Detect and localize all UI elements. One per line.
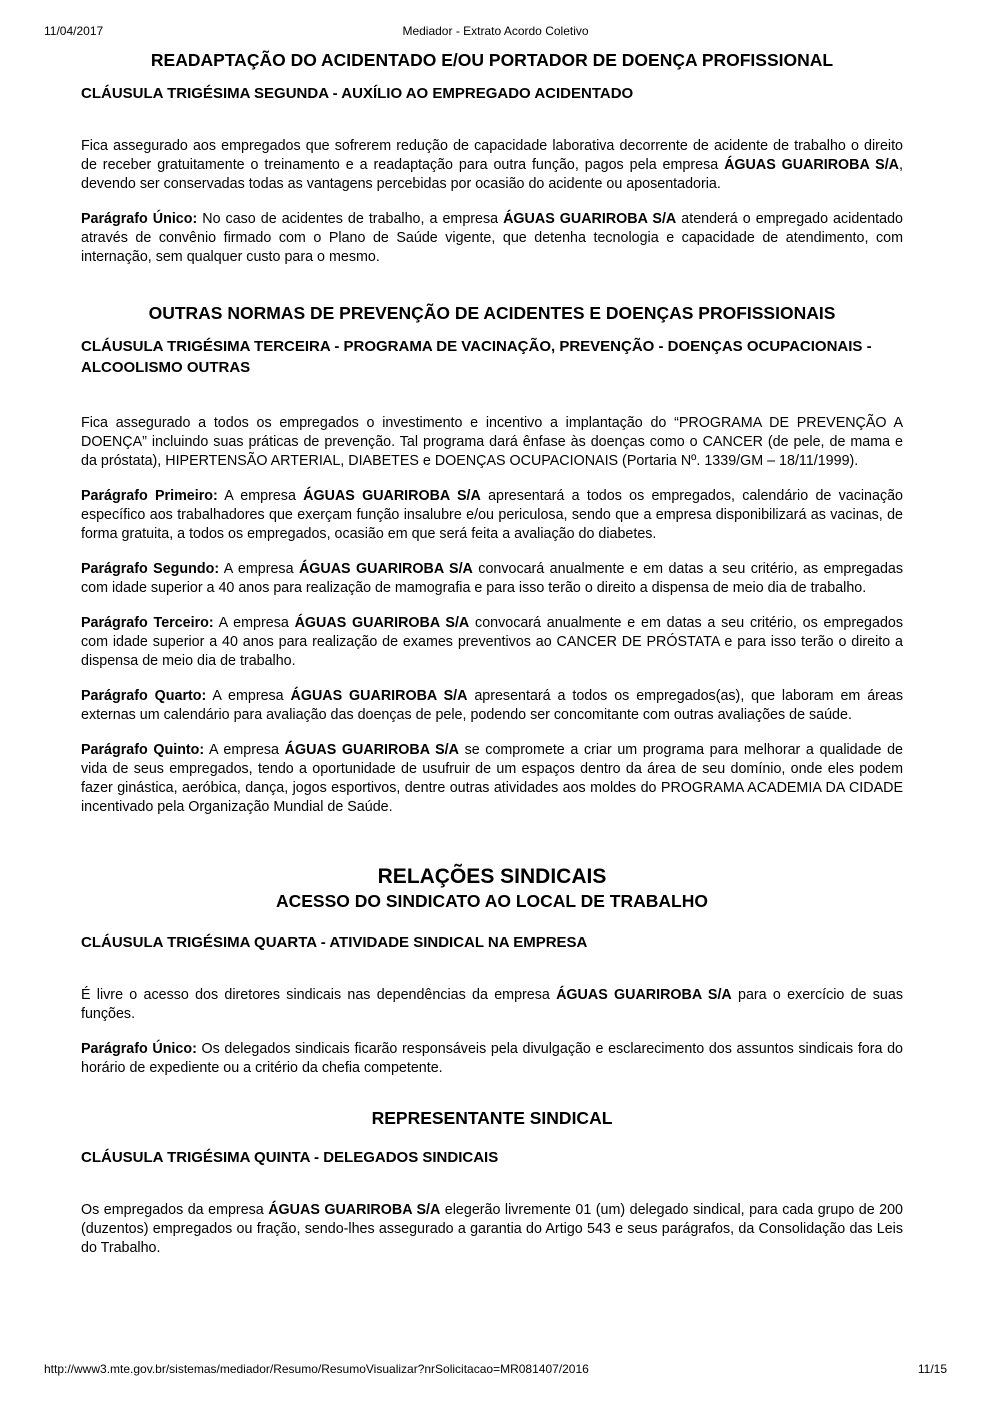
- company-name: ÁGUAS GUARIROBA S/A: [298, 561, 473, 577]
- clause-33-paragrafo-terceiro: Parágrafo Terceiro: A empresa ÁGUAS GUARIROBA S/A convocará anualmente e em datas a seu critério, os empregados com idade superior a 40 anos para realização de exames preventivos ao CANCER DE PRÓSTATA e para isso terão o direito a dispensa de meio dia de trabalho.: [81, 615, 903, 669]
- company-name: ÁGUAS GUARIROBA S/A: [724, 157, 900, 173]
- document-title: Mediador - Extrato Acordo Coletivo: [402, 24, 589, 38]
- page-footer: [44, 1362, 947, 1378]
- clause-32-paragrafo-unico: Parágrafo Único: No caso de acidentes de trabalho, a empresa ÁGUAS GUARIROBA S/A atenderá o empregado acidentado através de convênio firmado com o Plano de Saúde vigente, que detenha tecnologia e capacidade de atendimento, com internação, sem qualquer custo para o mesmo.: [81, 211, 903, 265]
- clause-32-body: Fica assegurado aos empregados que sofrerem redução de capacidade laborativa decorrente de acidente de trabalho o direito de receber gratuitamente o treinamento e a readaptação para outra função, pagos pela empresa ÁGUAS GUARIROBA S/A, devendo ser conservadas todas as vantagens percebidas por ocasião do acidente ou aposentadoria.: [81, 138, 903, 192]
- company-name: ÁGUAS GUARIROBA S/A: [303, 488, 481, 504]
- clause-34-body: É livre o acesso dos diretores sindicais nas dependências da empresa ÁGUAS GUARIROBA S/A para o exercício de suas funções.: [81, 987, 903, 1022]
- clause-title-34: CLÁUSULA TRIGÉSIMA QUARTA - ATIVIDADE SINDICAL NA EMPRESA: [81, 934, 588, 951]
- clause-title-32: CLÁUSULA TRIGÉSIMA SEGUNDA - AUXÍLIO AO EMPREGADO ACIDENTADO: [81, 85, 634, 102]
- clause-title-35: CLÁUSULA TRIGÉSIMA QUINTA - DELEGADOS SINDICAIS: [81, 1149, 499, 1166]
- company-name: ÁGUAS GUARIROBA S/A: [284, 742, 459, 758]
- page-header: [44, 24, 947, 40]
- clause-33-body: Fica assegurado a todos os empregados o investimento e incentivo a implantação do “PROGRAMA DE PREVENÇÃO A DOENÇA” incluindo suas práticas de prevenção. Tal programa dará ênfase às doenças como o CANCER (de pele, de mama e da próstata), HIPERTENSÃO ARTERIAL, DIABETES e DOENÇAS OCUPACIONAIS (Portaria Nº. 1339/GM – 18/11/1999).: [81, 415, 903, 469]
- clause-33-paragrafo-primeiro: Parágrafo Primeiro: A empresa ÁGUAS GUARIROBA S/A apresentará a todos os empregados, calendário de vacinação específico aos trabalhadores que exerçam função insalubre e/ou periculosa, sendo que a empresa disponibilizará as vacinas, de forma gratuita, a todos os empregados, ocasião em que será feita a avaliação do diabetes.: [81, 488, 903, 542]
- company-name: ÁGUAS GUARIROBA S/A: [290, 688, 468, 704]
- company-name: ÁGUAS GUARIROBA S/A: [556, 987, 732, 1003]
- clause-title-33: CLÁUSULA TRIGÉSIMA TERCEIRA - PROGRAMA DE VACINAÇÃO, PREVENÇÃO - DOENÇAS OCUPACIONAIS - ALCOOLISMO OUTRAS: [81, 338, 872, 376]
- company-name: ÁGUAS GUARIROBA S/A: [294, 615, 470, 631]
- section-title-acesso-sindicato: ACESSO DO SINDICATO AO LOCAL DE TRABALHO: [275, 891, 708, 911]
- clause-34-paragrafo-unico: Parágrafo Único: Os delegados sindicais ficarão responsáveis pela divulgação e esclarecimento dos assuntos sindicais fora do horário de expediente ou a critério da chefia competente.: [81, 1041, 903, 1076]
- company-name: ÁGUAS GUARIROBA S/A: [268, 1202, 441, 1218]
- clause-33-paragrafo-segundo: Parágrafo Segundo: A empresa ÁGUAS GUARIROBA S/A convocará anualmente e em datas a seu critério, as empregadas com idade superior a 40 anos para realização de mamografia e para isso terão o direito a dispensa de meio dia de trabalho.: [81, 561, 903, 596]
- clause-35-body: Os empregados da empresa ÁGUAS GUARIROBA S/A elegerão livremente 01 (um) delegado sindical, para cada grupo de 200 (duzentos) empregados ou fração, sendo-lhes assegurado a garantia do Artigo 543 e seus parágrafos, da Consolidação das Leis do Trabalho.: [81, 1202, 903, 1256]
- source-url: http://www3.mte.gov.br/sistemas/mediador/Resumo/ResumoVisualizar?nrSolicitacao=MR081407/2016: [44, 1362, 589, 1376]
- section-title-outras-normas: OUTRAS NORMAS DE PREVENÇÃO DE ACIDENTES E DOENÇAS PROFISSIONAIS: [148, 303, 836, 323]
- document-content: [81, 48, 903, 1350]
- company-name: ÁGUAS GUARIROBA S/A: [503, 211, 677, 227]
- print-date: 11/04/2017: [44, 24, 104, 38]
- section-title-readaptacao: READAPTAÇÃO DO ACIDENTADO E/OU PORTADOR DE DOENÇA PROFISSIONAL: [150, 50, 834, 70]
- chapter-title-relacoes-sindicais: RELAÇÕES SINDICAIS: [377, 865, 607, 888]
- clause-33-paragrafo-quarto: Parágrafo Quarto: A empresa ÁGUAS GUARIROBA S/A apresentará a todos os empregados(as), que laboram em áreas externas um calendário para avaliação das doenças de pele, podendo ser concomitante com outras avaliações de saúde.: [81, 688, 903, 723]
- page-number: 11/15: [917, 1362, 947, 1376]
- clause-33-paragrafo-quinto: Parágrafo Quinto: A empresa ÁGUAS GUARIROBA S/A se compromete a criar um programa para melhorar a qualidade de vida de seus empregados, tendo a oportunidade de usufruir de um espaços dentro da área de seu domínio, onde eles podem fazer ginástica, aeróbica, dança, jogos esportivos, dentre outras atividades aos moldes do PROGRAMA ACADEMIA DA CIDADE incentivado pela Organização Mundial de Saúde.: [81, 742, 903, 815]
- section-title-representante-sindical: REPRESENTANTE SINDICAL: [371, 1108, 613, 1128]
